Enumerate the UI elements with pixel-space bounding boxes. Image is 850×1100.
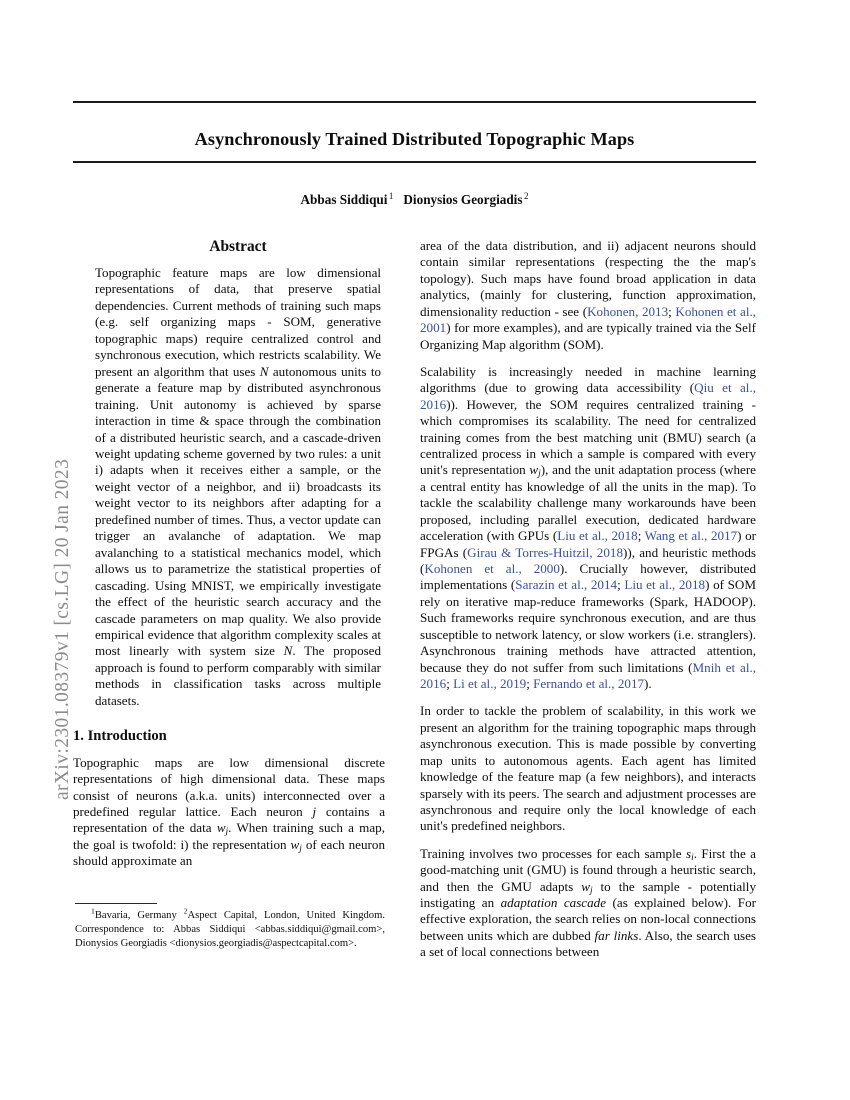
right-paragraph-1: area of the data distribution, and ii) adjacent neurons should contain similar representations (respecting the the map's topology). Such maps have found broad application in data analytics, (mainly for clustering, function approximation, dimensionality reduction - see (Kohonen, 2013; Kohonen et al., 2001) for more examples), and are typically trained via the Self Organizing Map algorithm (SOM). — [420, 238, 756, 352]
right-column — [420, 238, 756, 972]
footnote-contact-1[interactable]: Abbas Siddiqui <abbas.siddiqui@gmail.com> — [173, 923, 383, 935]
citation-liu-et-al-2018[interactable]: Liu et al., 2018 — [557, 528, 638, 544]
footnote-correspondence-label: Correspondence to: — [75, 923, 165, 935]
citation-fernando-et-al-2017[interactable]: Fernando et al., 2017 — [533, 675, 645, 691]
citation-li-et-al-2019[interactable]: Li et al., 2019 — [453, 675, 527, 691]
emphasis-adaptation-cascade: adaptation cascade — [500, 895, 607, 911]
author-2 — [403, 192, 528, 207]
citation-kohonen-et-al-2001[interactable]: Kohonen et al., 2001 — [420, 303, 756, 336]
author-2-name: Dionysios Georgiadis — [403, 192, 523, 207]
footnote-text: $^1$Bavaria, Germany $^2$Aspect Capital, London, United Kingdom. Correspondence to: Abbas Siddiqui <abbas.siddiqui@gmail.com>, Dionysios Georgiadis <dionysios.georgiadis@aspectcapital.com>. — [75, 906, 385, 949]
footnote — [73, 903, 385, 950]
citation-mnih-et-al-2016[interactable]: Mnih et al., 2016 — [420, 659, 756, 691]
footnote-mark-2: 2 — [183, 906, 188, 916]
arxiv-stamp — [0, 0, 73, 1100]
introduction-paragraph-1: Topographic maps are low dimensional discrete representations of high dimensional data. These maps consist of neurons (a.k.a. units) interconnected over a predefined regular lattice. Each neuron j contains a representation of the data $w_j$. When training such a map, the goal is twofold: i) the representation $w_j$ of each neuron should approximate an — [73, 754, 386, 869]
footnote-mark-1: 1 — [91, 906, 95, 916]
citation-girau-torres-huitzil-2018[interactable]: Girau & Torres-Huitzil, 2018 — [467, 544, 623, 560]
footnote-contact-2[interactable]: Dionysios Georgiadis <dionysios.georgiadis@aspectcapital.com>. — [75, 937, 357, 949]
citation-liu-et-al-2018-b[interactable]: Liu et al., 2018 — [624, 577, 706, 593]
section-heading-introduction: 1. Introduction — [73, 728, 167, 745]
citation-qiu-et-al-2016[interactable]: Qiu et al., 2016 — [420, 380, 756, 412]
abstract-heading: Abstract — [209, 238, 267, 255]
right-paragraph-2: Scalability is increasingly needed in machine learning algorithms (due to growing data accessibility (Qiu et al., 2016)). However, the SOM requires centralized training - which compromises its scalability. The need for centralized training comes from the best matching unit (BMU) search (a centralized process in which a sample is compared with every unit's representation $w_j$), and the unit adaptation process (where a central entity has knowledge of all the units in the map). To tackle the scalability challenge many workarounds have been proposed, including parallel execution, dedicated hardware acceleration (with GPUs (Liu et al., 2018; Wang et al., 2017) or FPGAs (Girau & Torres-Huitzil, 2018)), and heuristic methods (Kohonen et al., 2000). Crucially however, distributed implementations (Sarazin et al., 2014; Liu et al., 2018) of SOM rely on iterative map-reduce frameworks (Spark, HADOOP). Such frameworks require synchronous execution, and are thus susceptible to network latency, or slow workers (i.e. stranglers). Asynchronous training methods have attracted attention, because they do not suffer from such limitations (Mnih et al., 2016; Li et al., 2019; Fernando et al., 2017). — [420, 363, 756, 691]
footnote-rule — [75, 903, 157, 904]
author-1-affiliation-mark: 1 — [388, 190, 394, 201]
citation-kohonen-2013[interactable]: Kohonen, 2013 — [587, 303, 669, 319]
right-paragraph-3: In order to tackle the problem of scalability, in this work we present an algorithm for the training topographic maps through asynchronous execution. This is made possible by converting map units to autonomous agents. Each agent has limited knowledge of the feature map (a few neighbors), and interacts sparsely with its peers. The search and adjustment processes are asynchronous and require only the local knowledge of each unit's predefined neighbors. — [420, 703, 756, 834]
footnote-affiliation-1: Bavaria, Germany — [94, 910, 177, 921]
page-title: Asynchronously Trained Distributed Topographic Maps — [194, 129, 635, 150]
math-wj: $w_j$ — [216, 820, 229, 838]
abstract-block — [95, 238, 381, 709]
paper-page — [73, 0, 756, 1100]
author-line — [73, 192, 756, 208]
emphasis-far-links: far links — [594, 927, 639, 943]
title-rule-bottom — [73, 161, 756, 163]
math-N: N — [259, 363, 269, 379]
right-paragraph-4: Training involves two processes for each sample $s_i$. First the a good-matching unit (GMU) is found through a heuristic search, and then the GMU adapts $w_j$ to the sample - potentially instigating an adaptation cascade (as explained below). For effective exploration, the search relies on non-local connections between units which are dubbed far links. Also, the search uses a set of local connections between — [420, 845, 756, 960]
math-wj-3: $w_j$ — [529, 462, 541, 480]
math-wj-4: $w_j$ — [581, 878, 593, 896]
footnote-indent — [75, 910, 91, 921]
math-N-2: N — [283, 643, 293, 659]
citation-wang-et-al-2017[interactable]: Wang et al., 2017 — [644, 528, 738, 544]
author-1 — [301, 192, 394, 207]
title-rule-top — [73, 101, 756, 103]
author-2-affiliation-mark: 2 — [523, 190, 529, 201]
abstract-paragraph: Topographic feature maps are low dimensional representations of data, that preserve spatial dependencies. Current methods of training such maps (e.g. self organizing maps - SOM, generative topographic maps) require centralized control and synchronous execution, which restricts scalability. We present an algorithm that uses N autonomous units to generate a feature map by distributed asynchronous training. Unit autonomy is achieved by sparse interaction in time & space through the combination of a distributed heuristic search, and a cascade-driven weight updating scheme governed by two rules: a unit i) adapts when it receives either a sample, or the weight vector of a neighbor, and ii) broadcasts its weight vector to its neighbors after adapting for a predefined number of times. Thus, a vector update can trigger an avalanche of adaptation. We map avalanching to a statistical mechanics model, which allows us to parametrize the statistical properties of cascading. Using MNIST, we empirically investigate the effect of the heuristic search accuracy and the cascade parameters on map quality. We also provide empirical evidence that algorithm complexity scales at most linearly with system size N. The proposed approach is found to perform comparably with similar methods in classification tasks across multiple datasets. — [95, 265, 382, 708]
math-j: j — [312, 804, 317, 819]
author-1-name: Abbas Siddiqui — [300, 192, 388, 207]
citation-sarazin-et-al-2014[interactable]: Sarazin et al., 2014 — [515, 577, 618, 593]
math-si: $s_i$ — [685, 845, 694, 863]
citation-kohonen-et-al-2000[interactable]: Kohonen et al., 2000 — [424, 561, 560, 577]
left-column — [73, 238, 386, 881]
footnote-affiliation-2: Aspect Capital, London, United Kingdom. — [187, 910, 385, 921]
math-wj-2: $w_j$ — [290, 836, 302, 854]
arxiv-stamp-text: arXiv:2301.08379v1 [cs.LG] 20 Jan 2023 — [52, 458, 73, 800]
